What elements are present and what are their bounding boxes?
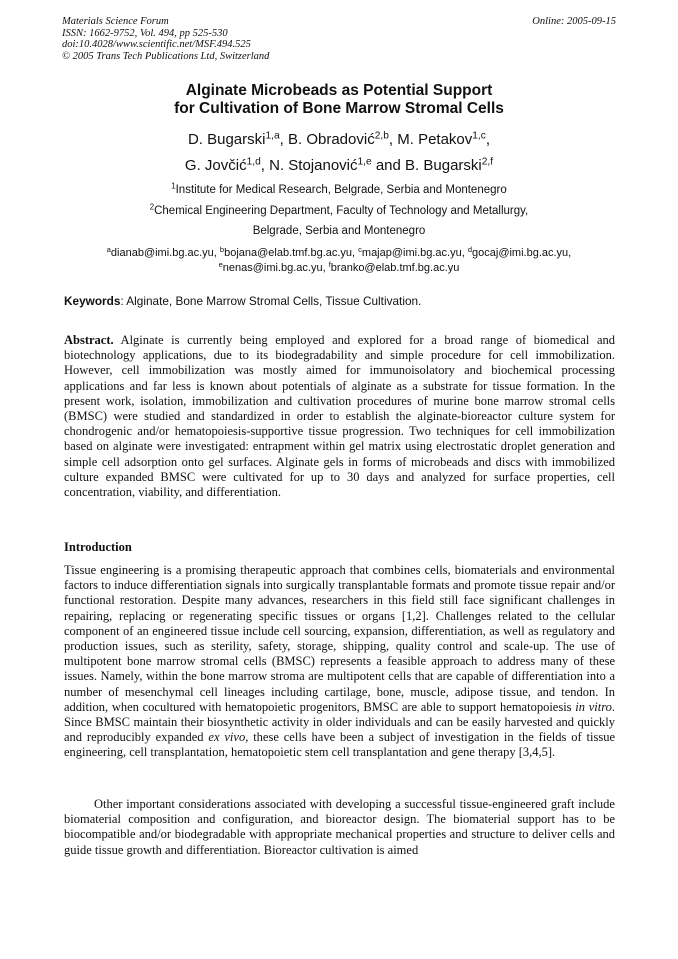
keywords-text: : Alginate, Bone Marrow Stromal Cells, Tissue Cultivation. xyxy=(120,294,422,308)
author-affiliation-mark: 2,b xyxy=(374,130,389,142)
keywords xyxy=(64,294,616,308)
author-separator: and xyxy=(371,157,406,174)
email-address: dianab@imi.bg.ac.yu xyxy=(110,247,214,259)
email-address: nenas@imi.bg.ac.yu xyxy=(222,261,323,274)
affiliation-2 xyxy=(0,201,678,222)
author-name: B. Obradović xyxy=(288,131,375,148)
email-address: majap@imi.bg.ac.yu xyxy=(361,247,462,259)
affiliation-2-continued: Belgrade, Serbia and Montenegro xyxy=(252,225,426,237)
paragraph-text: Tissue engineering is a promising therapeutic approach that combines cells, biomaterials and environmental factors to induce differentiation signals into surgically transplantable formats and promote tissue repair and/or functional restoration. Despite many advances, researchers in this field still face significant challenges in repairing, replacing or regenerating specific tissues or organs [1,2]. Challenges related to the cellular component of an engineered tissue include cell sourcing, expansion, differentiation, as well as regulatory and production issues, such as sterility, safety, storage, shipping, quality control and scale-up. The use of multipotent bone marrow stromal cells (BMSC) represents a feasible approach to address many of these issues. Namely, within the bone marrow stroma are multipotent cells that are capable of differentiation into a number of mesenchymal cell lineages including cartilage, bone, muscle, adipose tissue, and tendon. In addition, when cocultured with hematopoietic progenitors, BMSC are able to support hematopoiesis xyxy=(64,563,615,714)
email-list xyxy=(62,246,616,275)
email-line-1: $^a$dianab@imi.bg.ac.yu, $^b$bojana@elab.tmf.bg.ac.yu, $^c$majap@imi.bg.ac.yu, $^d$gocaj@imi.bg.ac.yu, xyxy=(106,244,572,259)
abstract-text: Alginate is currently being employed and explored for a broad range of biomedical and biotechnology applications, due to its biodegradability and simple procedure for cell immobilization. However, cell immobilization was mostly aimed for immunoisolatory and biochemical processing applications and far less is known about potentials of alginate as a substrate for tissue formation. In the present work, isolation, immobilization and cultivation procedures of murine bone marrow stromal cells (BMSC) were studied and standardized in order to establish the alginate-bioreactor culture system for chondrogenic and/or hematopoiesis-supportive tissue progression. Two techniques for cell immobilization based on alginate were investigated: entrapment within gel matrix using electrostatic droplet generation and simple cell adsorption onto gel surfaces. Alginate gels in forms of microbeads and discs with immobilized culture expanded BMSC were cultivated for up to 30 days and analyzed for surface properties, cell concentration, viability, and differentiation. xyxy=(64,333,615,500)
affiliations xyxy=(0,180,678,242)
email-line-2: $^e$nenas@imi.bg.ac.yu, $^f$branko@elab.tmf.bg.ac.yu xyxy=(218,259,460,274)
email-mark: c xyxy=(358,244,362,254)
author-name: G. Jovčić xyxy=(184,157,247,174)
email-address: bojana@elab.tmf.bg.ac.yu xyxy=(224,247,353,259)
email-address: gocaj@imi.bg.ac.yu xyxy=(472,247,569,259)
email-mark: b xyxy=(219,244,225,254)
introduction-paragraph-1 xyxy=(64,563,615,761)
affiliation-mark: 2 xyxy=(149,202,155,212)
author-affiliation-mark: 1,c xyxy=(472,130,486,142)
author-name: B. Bugarski xyxy=(405,157,482,174)
author-separator: , xyxy=(485,131,491,148)
email-mark: d xyxy=(467,244,473,254)
italic-term: in vitro xyxy=(575,699,612,714)
affiliation-1 xyxy=(0,180,678,201)
author-affiliation-mark: 1,d xyxy=(246,156,261,168)
author-name: N. Stojanović xyxy=(269,157,358,174)
affiliation-text: Institute for Medical Research, Belgrade, Serbia and Montenegro xyxy=(175,184,507,196)
section-heading-introduction: Introduction xyxy=(64,540,132,554)
author-affiliation-mark: 2,f xyxy=(481,156,494,168)
online-date: Online: 2005-09-15 xyxy=(532,16,616,27)
email-mark: e xyxy=(218,259,223,269)
paragraph-text: . Since BMSC maintain their biosynthetic activity in older individuals and can be easily harvested and quickly and reproducibly expanded xyxy=(64,699,615,745)
issn-line: ISSN: 1662-9752, Vol. 494, pp 525-530 xyxy=(62,27,228,39)
author-separator: , xyxy=(260,157,270,174)
abstract xyxy=(64,333,615,500)
italic-term: ex vivo xyxy=(208,730,246,745)
introduction-paragraph-2: Other important considerations associated with developing a successful tissue-engineered graft include biomaterial composition and configuration, and bioreactor design. The biomaterial support has to be biocompatible and/or biodegradable with appropriate mechanical properties and structure to deliver cells and guide tissue growth and differentiation. Bioreactor cultivation is aimed xyxy=(64,797,615,857)
affiliation-text: Chemical Engineering Department, Faculty of Technology and Metallurgy, xyxy=(154,204,529,217)
author-list xyxy=(0,127,678,179)
paper-title xyxy=(0,82,678,118)
author-name: M. Petakov xyxy=(397,131,473,148)
title-line-2: for Cultivation of Bone Marrow Stromal Cells xyxy=(174,100,504,117)
author-affiliation-mark: 1,e xyxy=(357,156,372,168)
affiliation-mark: 1 xyxy=(171,181,176,191)
email-address: branko@elab.tmf.bg.ac.yu xyxy=(330,261,460,274)
author-line-2 xyxy=(0,153,678,179)
doi-line: doi:10.4028/www.scientific.net/MSF.494.525 xyxy=(62,39,251,51)
author-separator: , xyxy=(388,131,398,148)
keywords-label: Keywords xyxy=(64,294,121,308)
email-mark: f xyxy=(328,259,331,269)
author-name: D. Bugarski xyxy=(187,131,266,148)
author-separator: , xyxy=(279,131,288,148)
journal-name: Materials Science Forum xyxy=(62,16,169,27)
copyright-line: © 2005 Trans Tech Publications Ltd, Switzerland xyxy=(62,50,270,62)
email-mark: a xyxy=(106,244,111,254)
author-affiliation-mark: 1,a xyxy=(265,130,280,142)
paragraph-text: , these cells have been a subject of investigation in the fields of tissue engineering, cell transplantation, hematopoietic stem cell transplantation and gene therapy [3,4,5]. xyxy=(64,730,615,760)
author-line-1 xyxy=(0,127,678,153)
journal-header xyxy=(62,16,616,62)
title-line-1: Alginate Microbeads as Potential Support xyxy=(185,82,493,99)
abstract-label: Abstract. xyxy=(64,333,114,347)
